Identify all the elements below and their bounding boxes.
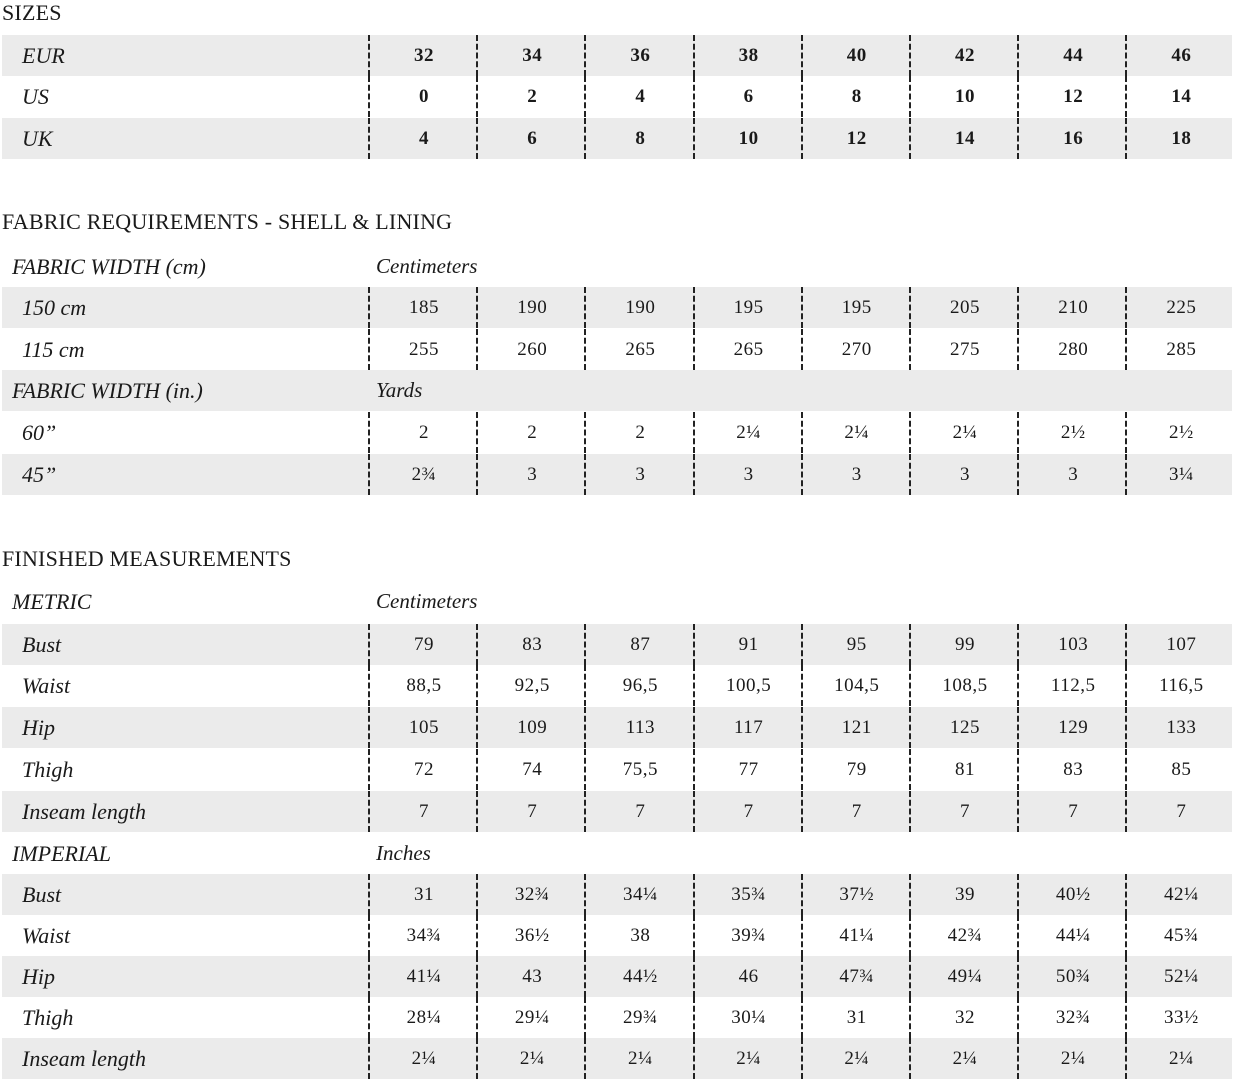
table-cell: 32¾	[1055, 1006, 1091, 1028]
table-cell: 42	[955, 44, 975, 66]
table-cell: 41¼	[839, 924, 875, 946]
table-cell: 39¾	[731, 924, 766, 946]
size-row-uk-label: UK	[22, 125, 53, 151]
table-cell: 49¼	[947, 965, 983, 987]
table-cell: 96,5	[622, 674, 659, 696]
finished-imperial-row-label: Inseam length	[22, 1045, 147, 1071]
finished-metric-row	[2, 749, 1232, 790]
table-cell: 18	[1171, 127, 1192, 149]
fabric-metric-header-label: FABRIC WIDTH (cm)	[12, 253, 206, 279]
table-cell: 34¾	[406, 924, 442, 946]
table-cell: 42¾	[947, 924, 983, 946]
table-cell: 41¼	[406, 965, 442, 987]
table-cell: 45¾	[1164, 924, 1199, 946]
finished-metric-row	[2, 791, 1232, 832]
fabric-metric-row-label: 150 cm	[22, 294, 87, 320]
table-cell: 2¼	[411, 1047, 437, 1069]
table-cell: 29¾	[623, 1006, 658, 1028]
table-cell: 2	[527, 85, 538, 107]
finished-metric-row-label: Bust	[22, 631, 62, 657]
table-cell: 195	[733, 296, 764, 318]
table-cell: 2¾	[411, 463, 437, 485]
fabric-metric-row-label: 115 cm	[22, 336, 85, 362]
table-cell: 103	[1058, 633, 1089, 655]
fabric-imperial-header-label: FABRIC WIDTH (in.)	[12, 377, 203, 403]
table-cell: 7	[1068, 800, 1079, 822]
table-cell: 39	[955, 883, 975, 905]
table-cell: 88,5	[406, 674, 442, 696]
table-cell: 28¼	[406, 1006, 442, 1028]
fabric-metric-row	[2, 329, 1232, 370]
table-cell: 3	[527, 463, 538, 485]
table-cell: 75,5	[622, 758, 659, 780]
table-cell: 3	[743, 463, 754, 485]
table-cell: 4	[419, 127, 429, 149]
table-cell: 2¼	[628, 1047, 653, 1069]
table-cell: 285	[1166, 338, 1197, 360]
table-cell: 36½	[514, 924, 550, 946]
finished-metric-row	[2, 624, 1232, 665]
table-cell: 3	[635, 463, 646, 485]
table-cell: 2½	[1169, 421, 1194, 443]
finished-metric-row-label: Waist	[22, 672, 71, 698]
table-cell: 83	[522, 633, 543, 655]
table-cell: 3¼	[1169, 463, 1194, 485]
fabric-imperial-row	[2, 412, 1232, 453]
table-cell: 2¼	[1169, 1047, 1194, 1069]
table-cell: 3	[1068, 463, 1079, 485]
finished-imperial-header-unit: Inches	[376, 841, 431, 865]
table-cell: 116,5	[1159, 674, 1204, 696]
table-cell: 79	[414, 633, 434, 655]
finished-metric-header	[2, 581, 1232, 622]
table-cell: 37½	[839, 883, 875, 905]
table-cell: 32	[955, 1006, 975, 1028]
table-cell: 265	[625, 338, 656, 360]
table-cell: 33½	[1164, 1006, 1199, 1028]
table-cell: 2¼	[844, 421, 870, 443]
table-cell: 210	[1058, 296, 1089, 318]
finished-imperial-row-label: Thigh	[22, 1004, 74, 1030]
table-cell: 105	[409, 716, 439, 738]
fabric-imperial-header	[2, 370, 1232, 411]
table-cell: 2¼	[736, 1047, 761, 1069]
fabric-metric-header-unit: Centimeters	[376, 254, 478, 278]
table-cell: 46	[1171, 44, 1192, 66]
table-cell: 7	[851, 800, 862, 822]
fabric-title: FABRIC REQUIREMENTS - SHELL & LINING	[2, 209, 453, 234]
table-cell: 14	[1171, 85, 1192, 107]
sizes-title: SIZES	[2, 0, 62, 25]
table-cell: 81	[955, 758, 975, 780]
table-cell: 31	[414, 883, 434, 905]
table-cell: 205	[950, 296, 980, 318]
finished-metric-row	[2, 665, 1232, 706]
table-cell: 47¾	[839, 965, 875, 987]
table-cell: 32¾	[514, 883, 550, 905]
table-cell: 260	[517, 338, 548, 360]
table-cell: 16	[1063, 127, 1084, 149]
finished-imperial-row-label: Waist	[22, 922, 71, 948]
table-cell: 40	[846, 44, 867, 66]
finished-imperial-row-label: Hip	[22, 963, 55, 989]
table-cell: 270	[841, 338, 872, 360]
table-cell: 14	[955, 127, 975, 149]
size-row-us-label: US	[22, 83, 49, 109]
table-cell: 125	[950, 716, 980, 738]
table-cell: 52¼	[1164, 965, 1199, 987]
table-cell: 190	[625, 296, 656, 318]
table-cell: 34¼	[623, 883, 658, 905]
fabric-imperial-row	[2, 454, 1232, 495]
table-cell: 32	[414, 44, 434, 66]
table-cell: 107	[1166, 633, 1197, 655]
table-cell: 0	[419, 85, 429, 107]
fabric-imperial-row-label: 45”	[22, 461, 57, 487]
table-cell: 2¼	[952, 421, 978, 443]
table-cell: 255	[409, 338, 439, 360]
finished-imperial-row	[2, 874, 1232, 915]
table-cell: 10	[738, 127, 759, 149]
table-cell: 133	[1166, 716, 1197, 738]
table-cell: 7	[743, 800, 754, 822]
finished-metric-header-unit: Centimeters	[376, 589, 478, 613]
size-row-uk	[2, 118, 1232, 159]
finished-metric-header-label: METRIC	[12, 588, 92, 614]
finished-imperial-row	[2, 956, 1232, 997]
finished-imperial-header-label: IMPERIAL	[12, 840, 111, 866]
table-cell: 185	[409, 296, 439, 318]
table-cell: 275	[950, 338, 980, 360]
table-cell: 3	[851, 463, 862, 485]
table-cell: 280	[1058, 338, 1089, 360]
table-cell: 7	[1176, 800, 1187, 822]
table-cell: 6	[743, 85, 754, 107]
table-cell: 42¼	[1164, 883, 1199, 905]
table-cell: 35¾	[731, 883, 766, 905]
table-cell: 91	[738, 633, 759, 655]
table-cell: 40½	[1055, 883, 1091, 905]
finished-metric-row-label: Inseam length	[22, 798, 147, 824]
table-cell: 77	[738, 758, 759, 780]
table-cell: 195	[841, 296, 872, 318]
table-cell: 95	[846, 633, 867, 655]
finished-imperial-row	[2, 997, 1232, 1038]
table-cell: 121	[841, 716, 872, 738]
table-cell: 117	[733, 716, 764, 738]
table-cell: 74	[522, 758, 543, 780]
table-cell: 72	[414, 758, 434, 780]
fabric-imperial-row-label: 60”	[22, 419, 57, 445]
table-cell: 99	[955, 633, 975, 655]
table-cell: 34	[522, 44, 543, 66]
table-cell: 2	[419, 421, 429, 443]
table-cell: 50¾	[1055, 965, 1091, 987]
table-cell: 38	[738, 44, 759, 66]
table-cell: 2½	[1060, 421, 1086, 443]
table-cell: 8	[635, 127, 646, 149]
fabric-imperial-header-unit: Yards	[376, 378, 423, 402]
table-cell: 43	[522, 965, 543, 987]
finished-metric-row-label: Hip	[22, 714, 55, 740]
table-cell: 113	[625, 716, 656, 738]
table-cell: 44½	[623, 965, 658, 987]
table-cell: 100,5	[725, 674, 772, 696]
finished-metric-row	[2, 707, 1232, 748]
table-cell: 129	[1058, 716, 1089, 738]
table-cell: 92,5	[514, 674, 550, 696]
table-cell: 2¼	[1060, 1047, 1086, 1069]
table-cell: 36	[630, 44, 651, 66]
finished-imperial-row-label: Bust	[22, 881, 62, 907]
table-cell: 29¼	[514, 1006, 550, 1028]
size-row-eur	[2, 35, 1232, 76]
table-cell: 225	[1166, 296, 1197, 318]
table-cell: 2¼	[952, 1047, 978, 1069]
finished-imperial-row	[2, 915, 1232, 956]
table-cell: 83	[1063, 758, 1084, 780]
table-cell: 7	[419, 800, 429, 822]
table-cell: 12	[846, 127, 867, 149]
table-cell: 2¼	[519, 1047, 545, 1069]
table-cell: 7	[635, 800, 646, 822]
table-cell: 7	[960, 800, 970, 822]
table-cell: 87	[630, 633, 651, 655]
table-cell: 109	[517, 716, 548, 738]
table-cell: 265	[733, 338, 764, 360]
table-cell: 38	[630, 924, 651, 946]
table-cell: 10	[955, 85, 975, 107]
table-cell: 2	[635, 421, 646, 443]
table-cell: 12	[1063, 85, 1084, 107]
table-cell: 44¼	[1055, 924, 1091, 946]
table-cell: 85	[1171, 758, 1192, 780]
table-cell: 44	[1063, 44, 1084, 66]
table-cell: 4	[635, 85, 646, 107]
table-cell: 190	[517, 296, 548, 318]
table-cell: 6	[527, 127, 538, 149]
table-cell: 104,5	[834, 674, 880, 696]
fabric-metric-header	[2, 246, 1232, 287]
table-cell: 79	[846, 758, 867, 780]
table-cell: 112,5	[1050, 674, 1096, 696]
finished-imperial-row	[2, 1038, 1232, 1079]
table-cell: 2¼	[844, 1047, 870, 1069]
table-cell: 108,5	[942, 674, 988, 696]
table-cell: 2	[527, 421, 538, 443]
table-cell: 2¼	[736, 421, 761, 443]
fabric-metric-row	[2, 287, 1232, 328]
table-cell: 7	[527, 800, 538, 822]
finished-imperial-header	[2, 833, 1232, 874]
table-cell: 31	[846, 1006, 867, 1028]
finished-metric-row-label: Thigh	[22, 756, 74, 782]
table-cell: 46	[738, 965, 759, 987]
table-cell: 3	[960, 463, 970, 485]
size-row-eur-label: EUR	[22, 42, 65, 68]
table-cell: 8	[851, 85, 862, 107]
size-row-us	[2, 76, 1232, 117]
table-cell: 30¼	[731, 1006, 766, 1028]
finished-title: FINISHED MEASUREMENTS	[2, 546, 292, 571]
